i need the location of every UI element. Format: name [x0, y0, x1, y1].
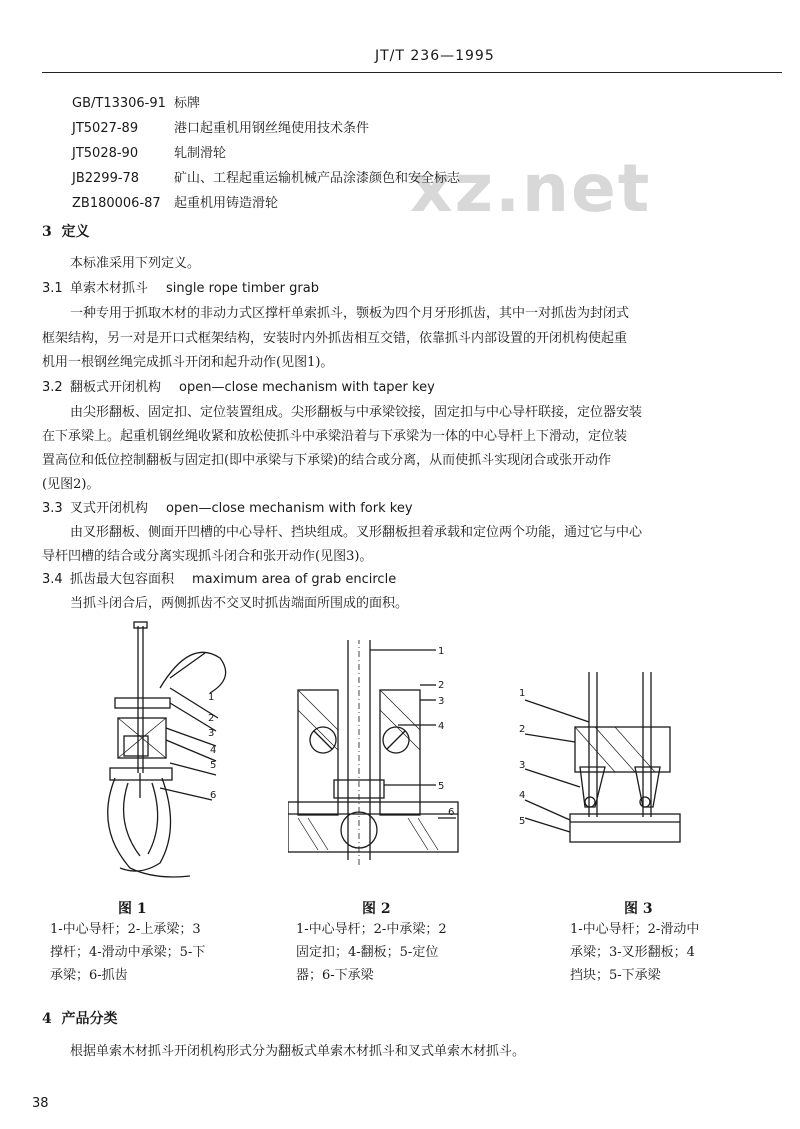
- section-intro: 本标准采用下列定义。: [70, 256, 201, 271]
- figure-label: 5: [438, 781, 445, 792]
- figure-2-caption: 1-中心导杆；2-中承梁；2 固定扣；4-翻板；5-定位 器；6-下承梁: [296, 922, 447, 983]
- reference-item: ZB180006-87 起重机用铸造滑轮: [72, 196, 279, 211]
- term-heading: 3.3 叉式开闭机构 open—close mechanism with fork key: [42, 501, 413, 516]
- figure-label: 2: [208, 713, 215, 724]
- standard-code-header: JT/T 236—1995: [375, 48, 495, 64]
- figure-label: 3: [208, 728, 215, 739]
- term-text-line: 导杆凹槽的结合或分离实现抓斗闭合和张开动作(见图3)。: [42, 549, 373, 564]
- section-text: 根据单索木材抓斗开闭机构形式分为翻板式单索木材抓斗和叉式单索木材抓斗。: [70, 1044, 526, 1059]
- figure-label: 1: [438, 646, 445, 657]
- term-text-line: (见图2)。: [42, 477, 100, 492]
- figure-3-caption: 1-中心导杆；2-滑动中 承梁；3-叉形翻板；4 挡块；5-下承梁: [570, 922, 700, 983]
- figure-label: 2: [438, 680, 445, 691]
- term-text-line: 由尖形翻板、固定扣、定位装置组成。尖形翻板与中承梁铰接，固定扣与中心导杆联接，定位器安装: [70, 405, 643, 420]
- figure-label: 3: [519, 760, 526, 771]
- header-rule: [42, 72, 782, 73]
- reference-item: JB2299-78 矿山、工程起重运输机械产品涂漆颜色和安全标志: [72, 171, 461, 186]
- term-text-line: 在下承梁上。起重机钢丝绳收紧和放松使抓斗中承梁沿着与下承梁为一体的中心导杆上下滑动，定位装: [42, 429, 628, 444]
- figure-2-drawing: [288, 640, 468, 870]
- section-heading: 3 定义: [42, 224, 90, 240]
- figure-label: 4: [519, 790, 526, 801]
- figure-label: 4: [210, 745, 217, 756]
- figure-1-drawing: [100, 618, 250, 888]
- term-text-line: 由叉形翻板、侧面开凹槽的中心导杆、挡块组成。叉形翻板担着承载和定位两个功能，通过它与中心: [70, 525, 643, 540]
- figure-label: 1: [208, 692, 215, 703]
- term-text-line: 机用一根钢丝绳完成抓斗开闭和起升动作(见图1)。: [42, 355, 334, 370]
- term-heading: 3.1 单索木材抓斗 single rope timber grab: [42, 281, 319, 296]
- reference-item: GB/T13306-91 标牌: [72, 96, 201, 111]
- term-text-line: 一种专用于抓取木材的非动力式区撑杆单索抓斗，颚板为四个月牙形抓齿，其中一对抓齿为封闭式: [70, 306, 630, 321]
- term-text-line: 当抓斗闭合后，两侧抓齿不交叉时抓齿端面所围成的面积。: [70, 596, 409, 611]
- watermark: xz.net: [410, 150, 652, 227]
- figure-label: 2: [519, 724, 526, 735]
- figure-2-title: 图 2: [362, 901, 391, 917]
- page-number: 38: [32, 1096, 49, 1111]
- figure-label: 4: [438, 721, 445, 732]
- figure-label: 5: [519, 816, 526, 827]
- figure-label: 3: [438, 696, 445, 707]
- figure-label: 6: [210, 790, 217, 801]
- figure-1-caption: 1-中心导杆；2-上承梁；3 撑杆；4-滑动中承梁；5-下 承梁；6-抓齿: [50, 922, 206, 983]
- reference-item: JT5028-90 轧制滑轮: [72, 146, 227, 161]
- figure-label: 1: [519, 688, 526, 699]
- term-heading: 3.2 翻板式开闭机构 open—close mechanism with taper key: [42, 380, 435, 395]
- term-heading: 3.4 抓齿最大包容面积 maximum area of grab encircle: [42, 572, 397, 587]
- figure-3-drawing: [515, 672, 690, 857]
- figure-3-title: 图 3: [624, 901, 653, 917]
- figure-label: 6: [448, 807, 455, 818]
- term-text-line: 框架结构，另一对是开口式框架结构，安装时内外抓齿相互交错，依靠抓斗内部设置的开闭机构使起重: [42, 331, 628, 346]
- reference-item: JT5027-89 港口起重机用钢丝绳使用技术条件: [72, 121, 370, 136]
- figure-label: 5: [210, 760, 217, 771]
- term-text-line: 置高位和低位控制翻板与固定扣(即中承梁与下承梁)的结合或分离，从而使抓斗实现闭合或张开动作: [42, 453, 612, 468]
- section-heading: 4 产品分类: [42, 1011, 118, 1027]
- figure-1-title: 图 1: [118, 901, 147, 917]
